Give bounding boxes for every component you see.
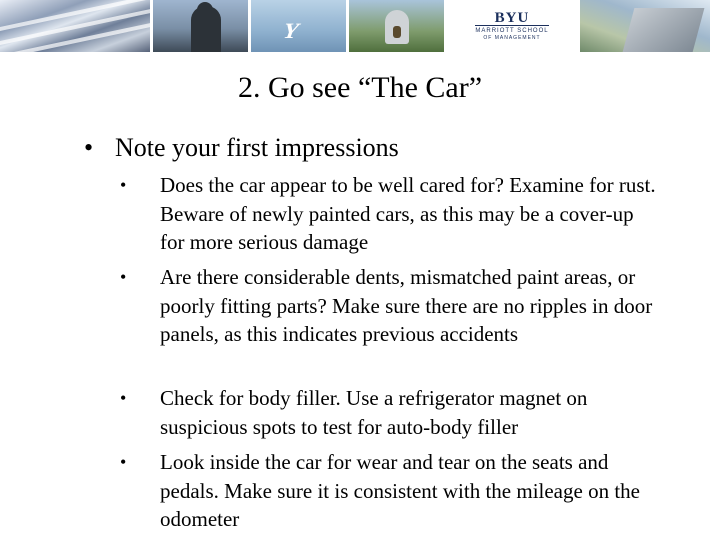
bullet-icon: • xyxy=(84,133,94,162)
sub-point-text: Are there considerable dents, mismatched paint areas, or poorly fitting parts? Make sure there are no ripples in door panels, as this indicates previous accidents xyxy=(160,265,653,346)
statue-photo xyxy=(153,0,248,52)
slide-title: 2. Go see “The Car” xyxy=(237,71,483,104)
bell-tower-photo xyxy=(349,0,444,52)
byu-logo-line1: MARRIOTT SCHOOL xyxy=(475,25,548,35)
byu-logo xyxy=(447,0,577,52)
byu-logo-line2: OF MANAGEMENT xyxy=(483,34,541,41)
bullet-icon: • xyxy=(120,175,127,195)
sub-point-text: Look inside the car for wear and tear on the seats and pedals. Make sure it is consistent with the mileage on the odometer xyxy=(160,450,640,531)
header-banner xyxy=(0,0,720,52)
campus-y-photo: Y xyxy=(251,0,346,52)
byu-logo-name: BYU xyxy=(494,9,530,26)
bullet-icon: • xyxy=(120,452,127,472)
sub-point-text: Does the car appear to be well cared for? Examine for rust. Beware of newly painted cars, as this may be a cover-up for more serious damage xyxy=(160,173,656,254)
building-photo xyxy=(580,0,710,52)
bullet-icon: • xyxy=(120,267,127,287)
bullet-icon: • xyxy=(120,388,127,408)
sub-point-text: Check for body filler. Use a refrigerator magnet on suspicious spots to test for auto-body filler xyxy=(160,386,588,439)
blue-abstract-photo xyxy=(0,0,150,52)
main-point-text: Note your first impressions xyxy=(115,133,399,162)
